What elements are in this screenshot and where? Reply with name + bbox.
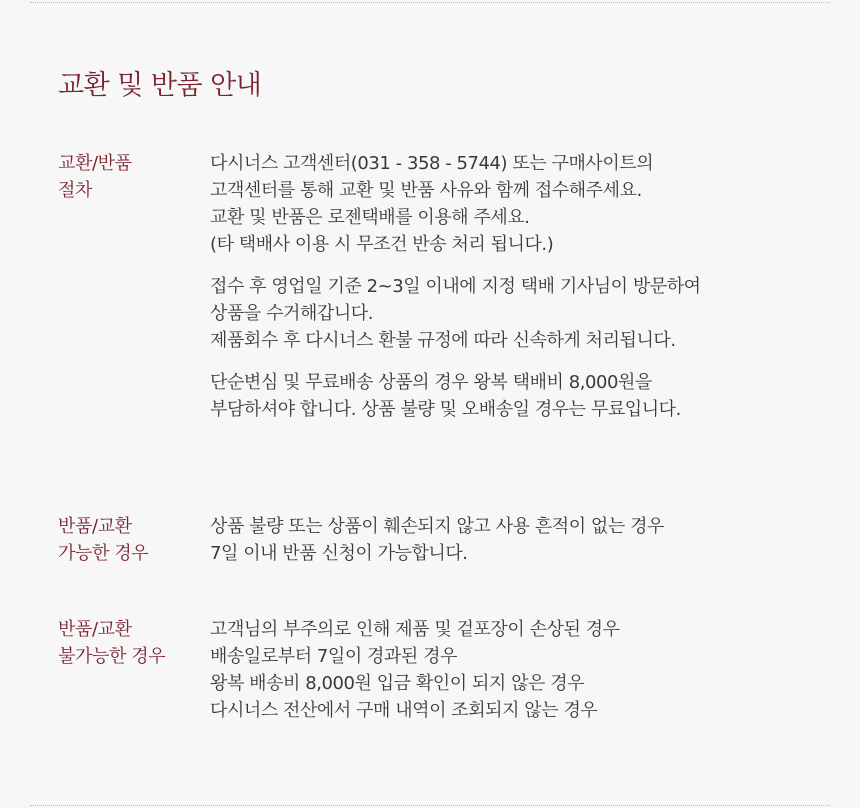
section-body-impossible [210, 616, 810, 739]
section-body-possible [210, 513, 810, 582]
section-label-impossible [58, 616, 198, 670]
text-line: 배송일로부터 7일이 경과된 경우 [210, 646, 458, 667]
page-title: 교환 및 반품 안내 [58, 70, 262, 101]
section-body-procedure [210, 150, 810, 438]
bottom-divider [30, 805, 830, 806]
text-line: 상품 불량 또는 상품이 훼손되지 않고 사용 흔적이 없는 경우 [210, 516, 664, 537]
label-line: 가능한 경우 [58, 543, 149, 564]
text-line: (타 택배사 이용 시 무조건 반송 처리 됩니다.) [210, 234, 554, 255]
paragraph [210, 150, 810, 258]
text-line: 부담하셔야 합니다. 상품 불량 및 오배송일 경우는 무료입니다. [210, 399, 681, 420]
text-line: 7일 이내 반품 신청이 가능합니다. [210, 543, 468, 564]
text-line: 왕복 배송비 8,000원 입금 확인이 되지 않은 경우 [210, 673, 585, 694]
paragraph [210, 513, 810, 567]
label-line: 반품/교환 [58, 619, 132, 640]
paragraph [210, 616, 810, 724]
top-divider [30, 2, 830, 3]
text-line: 고객센터를 통해 교환 및 반품 사유와 함께 접수해주세요. [210, 180, 642, 201]
text-line: 단순변심 및 무료배송 상품의 경우 왕복 택배비 8,000원을 [210, 372, 652, 393]
text-line: 고객님의 부주의로 인해 제품 및 겉포장이 손상된 경우 [210, 619, 620, 640]
section-label-possible [58, 513, 198, 567]
paragraph [210, 369, 810, 423]
text-line: 접수 후 영업일 기준 2~3일 이내에 지정 택배 기사님이 방문하여 [210, 276, 701, 297]
text-line: 상품을 수거해갑니다. [210, 303, 373, 324]
text-line: 교환 및 반품은 로젠택배를 이용해 주세요. [210, 207, 530, 228]
label-line: 반품/교환 [58, 516, 132, 537]
label-line: 불가능한 경우 [58, 646, 166, 667]
text-line: 다시너스 전산에서 구매 내역이 조회되지 않는 경우 [210, 700, 598, 721]
paragraph [210, 273, 810, 354]
text-line: 다시너스 고객센터(031 - 358 - 5744) 또는 구매사이트의 [210, 153, 654, 174]
text-line: 제품회수 후 다시너스 환불 규정에 따라 신속하게 처리됩니다. [210, 330, 676, 351]
label-line: 교환/반품 [58, 153, 132, 174]
section-label-procedure [58, 150, 198, 204]
label-line: 절차 [58, 180, 92, 201]
